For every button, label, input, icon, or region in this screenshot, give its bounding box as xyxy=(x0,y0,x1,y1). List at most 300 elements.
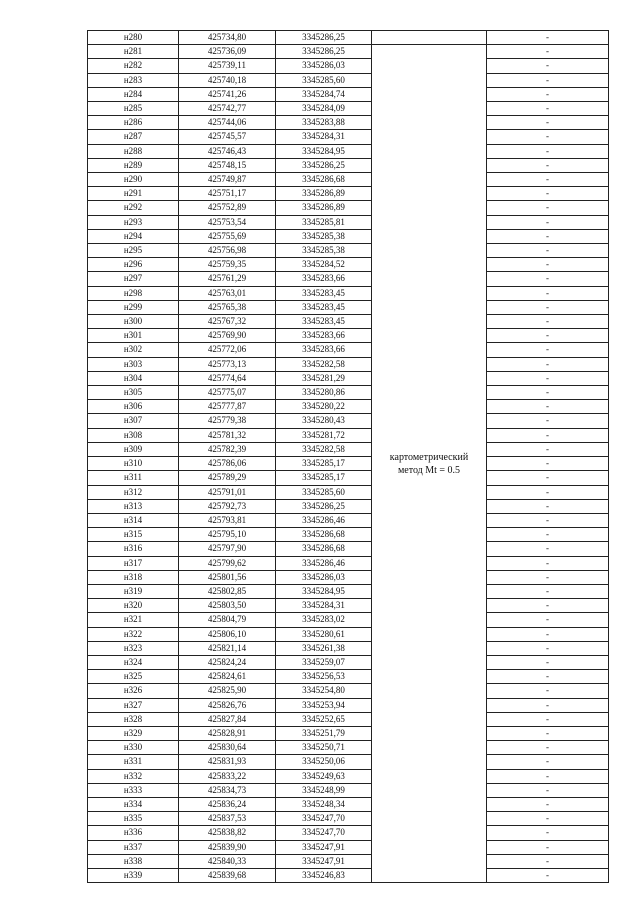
x-coordinate-cell: 425789,29 xyxy=(179,471,276,485)
accuracy-cell: - xyxy=(487,797,609,811)
point-name-cell: н310 xyxy=(88,457,179,471)
point-name-cell: н290 xyxy=(88,173,179,187)
accuracy-cell: - xyxy=(487,173,609,187)
table-row xyxy=(88,144,609,158)
table-row xyxy=(88,400,609,414)
y-coordinate-cell: 3345283,45 xyxy=(276,315,372,329)
y-coordinate-cell: 3345286,25 xyxy=(276,45,372,59)
x-coordinate-cell: 425828,91 xyxy=(179,726,276,740)
y-coordinate-cell: 3345286,46 xyxy=(276,513,372,527)
point-name-cell: н281 xyxy=(88,45,179,59)
table-row xyxy=(88,371,609,385)
y-coordinate-cell: 3345250,71 xyxy=(276,741,372,755)
y-coordinate-cell: 3345280,86 xyxy=(276,386,372,400)
accuracy-cell: - xyxy=(487,158,609,172)
accuracy-cell: - xyxy=(487,272,609,286)
x-coordinate-cell: 425765,38 xyxy=(179,300,276,314)
point-name-cell: н325 xyxy=(88,670,179,684)
x-coordinate-cell: 425830,64 xyxy=(179,741,276,755)
point-name-cell: н332 xyxy=(88,769,179,783)
point-name-cell: н304 xyxy=(88,371,179,385)
accuracy-cell: - xyxy=(487,698,609,712)
accuracy-cell: - xyxy=(487,712,609,726)
point-name-cell: н309 xyxy=(88,442,179,456)
y-coordinate-cell: 3345251,79 xyxy=(276,726,372,740)
y-coordinate-cell: 3345284,31 xyxy=(276,599,372,613)
point-name-cell: н283 xyxy=(88,73,179,87)
table-row xyxy=(88,187,609,201)
point-name-cell: н291 xyxy=(88,187,179,201)
table-row xyxy=(88,300,609,314)
y-coordinate-cell: 3345283,45 xyxy=(276,286,372,300)
point-name-cell: н321 xyxy=(88,613,179,627)
y-coordinate-cell: 3345286,03 xyxy=(276,59,372,73)
x-coordinate-cell: 425792,73 xyxy=(179,499,276,513)
x-coordinate-cell: 425806,10 xyxy=(179,627,276,641)
point-name-cell: н298 xyxy=(88,286,179,300)
point-name-cell: н289 xyxy=(88,158,179,172)
accuracy-cell: - xyxy=(487,329,609,343)
x-coordinate-cell: 425791,01 xyxy=(179,485,276,499)
y-coordinate-cell: 3345286,03 xyxy=(276,570,372,584)
x-coordinate-cell: 425777,87 xyxy=(179,400,276,414)
x-coordinate-cell: 425773,13 xyxy=(179,357,276,371)
accuracy-cell: - xyxy=(487,258,609,272)
accuracy-cell: - xyxy=(487,584,609,598)
point-name-cell: н320 xyxy=(88,599,179,613)
table-row xyxy=(88,414,609,428)
table-row xyxy=(88,130,609,144)
table-row xyxy=(88,485,609,499)
table-row xyxy=(88,797,609,811)
y-coordinate-cell: 3345284,74 xyxy=(276,87,372,101)
y-coordinate-cell: 3345280,43 xyxy=(276,414,372,428)
accuracy-cell: - xyxy=(487,854,609,868)
point-name-cell: н319 xyxy=(88,584,179,598)
accuracy-cell: - xyxy=(487,613,609,627)
y-coordinate-cell: 3345283,45 xyxy=(276,300,372,314)
x-coordinate-cell: 425745,57 xyxy=(179,130,276,144)
table-row xyxy=(88,102,609,116)
table-row xyxy=(88,741,609,755)
accuracy-cell: - xyxy=(487,201,609,215)
y-coordinate-cell: 3345286,68 xyxy=(276,528,372,542)
table-row xyxy=(88,201,609,215)
method-cell xyxy=(372,45,487,883)
accuracy-cell: - xyxy=(487,442,609,456)
y-coordinate-cell: 3345285,38 xyxy=(276,229,372,243)
table-row xyxy=(88,45,609,59)
point-name-cell: н330 xyxy=(88,741,179,755)
accuracy-cell: - xyxy=(487,144,609,158)
x-coordinate-cell: 425793,81 xyxy=(179,513,276,527)
accuracy-cell: - xyxy=(487,457,609,471)
accuracy-cell: - xyxy=(487,343,609,357)
point-name-cell: н303 xyxy=(88,357,179,371)
point-name-cell: н324 xyxy=(88,655,179,669)
table-row xyxy=(88,755,609,769)
x-coordinate-cell: 425825,90 xyxy=(179,684,276,698)
point-name-cell: н306 xyxy=(88,400,179,414)
x-coordinate-cell: 425751,17 xyxy=(179,187,276,201)
point-name-cell: н318 xyxy=(88,570,179,584)
accuracy-cell: - xyxy=(487,414,609,428)
accuracy-cell: - xyxy=(487,428,609,442)
y-coordinate-cell: 3345282,58 xyxy=(276,442,372,456)
y-coordinate-cell: 3345253,94 xyxy=(276,698,372,712)
x-coordinate-cell: 425797,90 xyxy=(179,542,276,556)
y-coordinate-cell: 3345285,60 xyxy=(276,485,372,499)
x-coordinate-cell: 425748,15 xyxy=(179,158,276,172)
table-row xyxy=(88,386,609,400)
table-row xyxy=(88,87,609,101)
x-coordinate-cell: 425837,53 xyxy=(179,812,276,826)
x-coordinate-cell: 425742,77 xyxy=(179,102,276,116)
table-row xyxy=(88,698,609,712)
x-coordinate-cell: 425752,89 xyxy=(179,201,276,215)
y-coordinate-cell: 3345284,95 xyxy=(276,144,372,158)
table-row xyxy=(88,556,609,570)
x-coordinate-cell: 425753,54 xyxy=(179,215,276,229)
x-coordinate-cell: 425782,39 xyxy=(179,442,276,456)
table-row xyxy=(88,343,609,357)
y-coordinate-cell: 3345283,66 xyxy=(276,272,372,286)
point-name-cell: н299 xyxy=(88,300,179,314)
table-row xyxy=(88,215,609,229)
x-coordinate-cell: 425838,82 xyxy=(179,826,276,840)
y-coordinate-cell: 3345283,66 xyxy=(276,343,372,357)
x-coordinate-cell: 425769,90 xyxy=(179,329,276,343)
y-coordinate-cell: 3345284,09 xyxy=(276,102,372,116)
accuracy-cell: - xyxy=(487,599,609,613)
table-row xyxy=(88,570,609,584)
y-coordinate-cell: 3345286,25 xyxy=(276,31,372,45)
x-coordinate-cell: 425774,64 xyxy=(179,371,276,385)
table-row xyxy=(88,627,609,641)
y-coordinate-cell: 3345248,99 xyxy=(276,783,372,797)
x-coordinate-cell: 425803,50 xyxy=(179,599,276,613)
accuracy-cell: - xyxy=(487,187,609,201)
y-coordinate-cell: 3345286,89 xyxy=(276,201,372,215)
y-coordinate-cell: 3345280,61 xyxy=(276,627,372,641)
method-cell-top xyxy=(372,31,487,45)
x-coordinate-cell: 425836,24 xyxy=(179,797,276,811)
x-coordinate-cell: 425755,69 xyxy=(179,229,276,243)
x-coordinate-cell: 425834,73 xyxy=(179,783,276,797)
table-row xyxy=(88,471,609,485)
table-row xyxy=(88,670,609,684)
point-name-cell: н329 xyxy=(88,726,179,740)
x-coordinate-cell: 425786,06 xyxy=(179,457,276,471)
y-coordinate-cell: 3345286,68 xyxy=(276,173,372,187)
accuracy-cell: - xyxy=(487,229,609,243)
x-coordinate-cell: 425767,32 xyxy=(179,315,276,329)
y-coordinate-cell: 3345281,29 xyxy=(276,371,372,385)
method-label-line1: картометрический xyxy=(389,451,469,463)
x-coordinate-cell: 425734,80 xyxy=(179,31,276,45)
table-row xyxy=(88,826,609,840)
accuracy-cell: - xyxy=(487,45,609,59)
x-coordinate-cell: 425839,90 xyxy=(179,840,276,854)
accuracy-cell: - xyxy=(487,31,609,45)
table-row xyxy=(88,613,609,627)
point-name-cell: н326 xyxy=(88,684,179,698)
x-coordinate-cell: 425827,84 xyxy=(179,712,276,726)
x-coordinate-cell: 425833,22 xyxy=(179,769,276,783)
table-row xyxy=(88,868,609,882)
accuracy-cell: - xyxy=(487,755,609,769)
table-row xyxy=(88,116,609,130)
accuracy-cell: - xyxy=(487,286,609,300)
table-row xyxy=(88,812,609,826)
x-coordinate-cell: 425749,87 xyxy=(179,173,276,187)
point-name-cell: н315 xyxy=(88,528,179,542)
point-name-cell: н338 xyxy=(88,854,179,868)
y-coordinate-cell: 3345254,80 xyxy=(276,684,372,698)
accuracy-cell: - xyxy=(487,542,609,556)
table-row xyxy=(88,542,609,556)
point-name-cell: н335 xyxy=(88,812,179,826)
table-row xyxy=(88,599,609,613)
point-name-cell: н333 xyxy=(88,783,179,797)
accuracy-cell: - xyxy=(487,130,609,144)
accuracy-cell: - xyxy=(487,499,609,513)
table-row xyxy=(88,158,609,172)
x-coordinate-cell: 425826,76 xyxy=(179,698,276,712)
point-name-cell: н317 xyxy=(88,556,179,570)
point-name-cell: н286 xyxy=(88,116,179,130)
y-coordinate-cell: 3345282,58 xyxy=(276,357,372,371)
x-coordinate-cell: 425736,09 xyxy=(179,45,276,59)
accuracy-cell: - xyxy=(487,783,609,797)
point-name-cell: н302 xyxy=(88,343,179,357)
point-name-cell: н293 xyxy=(88,215,179,229)
table-row xyxy=(88,584,609,598)
table-row xyxy=(88,59,609,73)
point-name-cell: н295 xyxy=(88,244,179,258)
point-name-cell: н336 xyxy=(88,826,179,840)
table-row xyxy=(88,655,609,669)
accuracy-cell: - xyxy=(487,826,609,840)
y-coordinate-cell: 3345285,17 xyxy=(276,457,372,471)
x-coordinate-cell: 425746,43 xyxy=(179,144,276,158)
y-coordinate-cell: 3345283,02 xyxy=(276,613,372,627)
point-name-cell: н322 xyxy=(88,627,179,641)
point-name-cell: н282 xyxy=(88,59,179,73)
table-row xyxy=(88,286,609,300)
x-coordinate-cell: 425759,35 xyxy=(179,258,276,272)
table-row xyxy=(88,854,609,868)
y-coordinate-cell: 3345283,88 xyxy=(276,116,372,130)
accuracy-cell: - xyxy=(487,840,609,854)
accuracy-cell: - xyxy=(487,528,609,542)
table-row xyxy=(88,840,609,854)
accuracy-cell: - xyxy=(487,371,609,385)
x-coordinate-cell: 425741,26 xyxy=(179,87,276,101)
point-name-cell: н288 xyxy=(88,144,179,158)
point-name-cell: н292 xyxy=(88,201,179,215)
table-body xyxy=(88,31,609,883)
x-coordinate-cell: 425756,98 xyxy=(179,244,276,258)
y-coordinate-cell: 3345286,68 xyxy=(276,542,372,556)
y-coordinate-cell: 3345285,60 xyxy=(276,73,372,87)
table-row xyxy=(88,329,609,343)
point-name-cell: н305 xyxy=(88,386,179,400)
table-row xyxy=(88,499,609,513)
point-name-cell: н280 xyxy=(88,31,179,45)
point-name-cell: н301 xyxy=(88,329,179,343)
x-coordinate-cell: 425739,11 xyxy=(179,59,276,73)
x-coordinate-cell: 425740,18 xyxy=(179,73,276,87)
x-coordinate-cell: 425802,85 xyxy=(179,584,276,598)
table-row xyxy=(88,712,609,726)
point-name-cell: н312 xyxy=(88,485,179,499)
coordinates-table xyxy=(87,30,609,883)
accuracy-cell: - xyxy=(487,215,609,229)
x-coordinate-cell: 425795,10 xyxy=(179,528,276,542)
table-row xyxy=(88,244,609,258)
point-name-cell: н339 xyxy=(88,868,179,882)
point-name-cell: н337 xyxy=(88,840,179,854)
x-coordinate-cell: 425824,24 xyxy=(179,655,276,669)
accuracy-cell: - xyxy=(487,684,609,698)
y-coordinate-cell: 3345286,46 xyxy=(276,556,372,570)
x-coordinate-cell: 425831,93 xyxy=(179,755,276,769)
x-coordinate-cell: 425799,62 xyxy=(179,556,276,570)
table-row xyxy=(88,31,609,45)
y-coordinate-cell: 3345285,17 xyxy=(276,471,372,485)
point-name-cell: н297 xyxy=(88,272,179,286)
table-row xyxy=(88,726,609,740)
accuracy-cell: - xyxy=(487,315,609,329)
x-coordinate-cell: 425821,14 xyxy=(179,641,276,655)
y-coordinate-cell: 3345248,34 xyxy=(276,797,372,811)
point-name-cell: н285 xyxy=(88,102,179,116)
accuracy-cell: - xyxy=(487,641,609,655)
table-row xyxy=(88,428,609,442)
y-coordinate-cell: 3345284,31 xyxy=(276,130,372,144)
y-coordinate-cell: 3345247,91 xyxy=(276,854,372,868)
accuracy-cell: - xyxy=(487,300,609,314)
y-coordinate-cell: 3345249,63 xyxy=(276,769,372,783)
table-row xyxy=(88,684,609,698)
y-coordinate-cell: 3345259,07 xyxy=(276,655,372,669)
x-coordinate-cell: 425779,38 xyxy=(179,414,276,428)
accuracy-cell: - xyxy=(487,513,609,527)
table-row xyxy=(88,513,609,527)
accuracy-cell: - xyxy=(487,386,609,400)
point-name-cell: н287 xyxy=(88,130,179,144)
y-coordinate-cell: 3345256,53 xyxy=(276,670,372,684)
y-coordinate-cell: 3345283,66 xyxy=(276,329,372,343)
accuracy-cell: - xyxy=(487,116,609,130)
point-name-cell: н284 xyxy=(88,87,179,101)
accuracy-cell: - xyxy=(487,357,609,371)
accuracy-cell: - xyxy=(487,868,609,882)
x-coordinate-cell: 425781,32 xyxy=(179,428,276,442)
x-coordinate-cell: 425763,01 xyxy=(179,286,276,300)
point-name-cell: н314 xyxy=(88,513,179,527)
point-name-cell: н323 xyxy=(88,641,179,655)
y-coordinate-cell: 3345246,83 xyxy=(276,868,372,882)
method-label-line2: метод Mt = 0.5 xyxy=(397,464,461,476)
accuracy-cell: - xyxy=(487,471,609,485)
point-name-cell: н313 xyxy=(88,499,179,513)
table-row xyxy=(88,641,609,655)
accuracy-cell: - xyxy=(487,244,609,258)
table-row xyxy=(88,769,609,783)
table-row xyxy=(88,457,609,471)
table-row xyxy=(88,73,609,87)
y-coordinate-cell: 3345247,70 xyxy=(276,812,372,826)
x-coordinate-cell: 425775,07 xyxy=(179,386,276,400)
table-row xyxy=(88,357,609,371)
table-row xyxy=(88,173,609,187)
y-coordinate-cell: 3345280,22 xyxy=(276,400,372,414)
y-coordinate-cell: 3345286,89 xyxy=(276,187,372,201)
point-name-cell: н294 xyxy=(88,229,179,243)
accuracy-cell: - xyxy=(487,655,609,669)
y-coordinate-cell: 3345286,25 xyxy=(276,158,372,172)
y-coordinate-cell: 3345285,38 xyxy=(276,244,372,258)
x-coordinate-cell: 425804,79 xyxy=(179,613,276,627)
y-coordinate-cell: 3345247,70 xyxy=(276,826,372,840)
table-row xyxy=(88,783,609,797)
x-coordinate-cell: 425801,56 xyxy=(179,570,276,584)
point-name-cell: н327 xyxy=(88,698,179,712)
y-coordinate-cell: 3345285,81 xyxy=(276,215,372,229)
accuracy-cell: - xyxy=(487,769,609,783)
table-row xyxy=(88,528,609,542)
point-name-cell: н308 xyxy=(88,428,179,442)
accuracy-cell: - xyxy=(487,102,609,116)
x-coordinate-cell: 425840,33 xyxy=(179,854,276,868)
point-name-cell: н328 xyxy=(88,712,179,726)
accuracy-cell: - xyxy=(487,73,609,87)
point-name-cell: н296 xyxy=(88,258,179,272)
point-name-cell: н316 xyxy=(88,542,179,556)
x-coordinate-cell: 425761,29 xyxy=(179,272,276,286)
y-coordinate-cell: 3345281,72 xyxy=(276,428,372,442)
y-coordinate-cell: 3345252,65 xyxy=(276,712,372,726)
accuracy-cell: - xyxy=(487,570,609,584)
accuracy-cell: - xyxy=(487,400,609,414)
point-name-cell: н300 xyxy=(88,315,179,329)
y-coordinate-cell: 3345250,06 xyxy=(276,755,372,769)
accuracy-cell: - xyxy=(487,627,609,641)
accuracy-cell: - xyxy=(487,87,609,101)
accuracy-cell: - xyxy=(487,670,609,684)
y-coordinate-cell: 3345284,52 xyxy=(276,258,372,272)
point-name-cell: н334 xyxy=(88,797,179,811)
x-coordinate-cell: 425824,61 xyxy=(179,670,276,684)
table-row xyxy=(88,315,609,329)
y-coordinate-cell: 3345247,91 xyxy=(276,840,372,854)
point-name-cell: н331 xyxy=(88,755,179,769)
accuracy-cell: - xyxy=(487,556,609,570)
table-row xyxy=(88,272,609,286)
accuracy-cell: - xyxy=(487,485,609,499)
table-row xyxy=(88,258,609,272)
y-coordinate-cell: 3345284,95 xyxy=(276,584,372,598)
table-row xyxy=(88,442,609,456)
accuracy-cell: - xyxy=(487,59,609,73)
point-name-cell: н311 xyxy=(88,471,179,485)
x-coordinate-cell: 425744,06 xyxy=(179,116,276,130)
accuracy-cell: - xyxy=(487,726,609,740)
x-coordinate-cell: 425839,68 xyxy=(179,868,276,882)
y-coordinate-cell: 3345261,38 xyxy=(276,641,372,655)
